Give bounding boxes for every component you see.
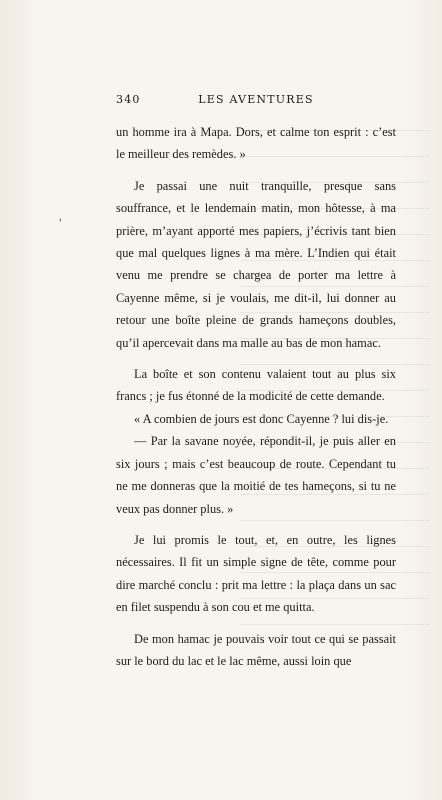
running-head	[116, 93, 396, 109]
paragraph: « A combien de jours est donc Cayenne ? lui dis-je.	[134, 411, 389, 426]
paragraph: — Par la savane noyée, répondit-il, je puis aller en six jours ; mais c’est beaucoup de route. Cependant tu ne me donneras que la moitié de tes hameçons, si tu ne veux pas donner plus. »	[116, 434, 396, 516]
margin-pencil-mark: ’	[56, 215, 68, 231]
paragraph: Je passai une nuit tranquille, presque sans souffrance, et le lendemain matin, mon hôtesse, à ma prière, m’ayant apporté mes papiers, j’écrivis tant bien que mal quelques lignes à ma mère. L’Indien qui était venu me prendre se chargea de porter ma lettre à Cayenne même, si je voulais, me dit-il, lui donner au retour une boîte pleine de grands hameçons doubles, qu’il apercevait dans ma malle au bas de mon hamac.	[116, 178, 396, 350]
running-title: LES AVENTURES	[198, 93, 314, 106]
body-text	[116, 121, 396, 672]
paragraph: La boîte et son contenu valaient tout au plus six francs ; je fus étonné de la modicité de cette demande.	[116, 367, 396, 404]
paragraph: un homme ira à Mapa. Dors, et calme ton esprit : c’est le meilleur des remèdes. »	[116, 125, 396, 162]
page-number: 340	[116, 93, 141, 106]
paragraph: Je lui promis le tout, et, en outre, les lignes nécessaires. Il fit un simple signe de tête, comme pour dire marché conclu : prit ma lettre : la plaça dans un sac en filet suspendu à son cou et me quitta.	[116, 532, 396, 615]
paragraph: De mon hamac je pouvais voir tout ce qui se passait sur le bord du lac et le lac même, aussi loin que	[116, 631, 396, 668]
